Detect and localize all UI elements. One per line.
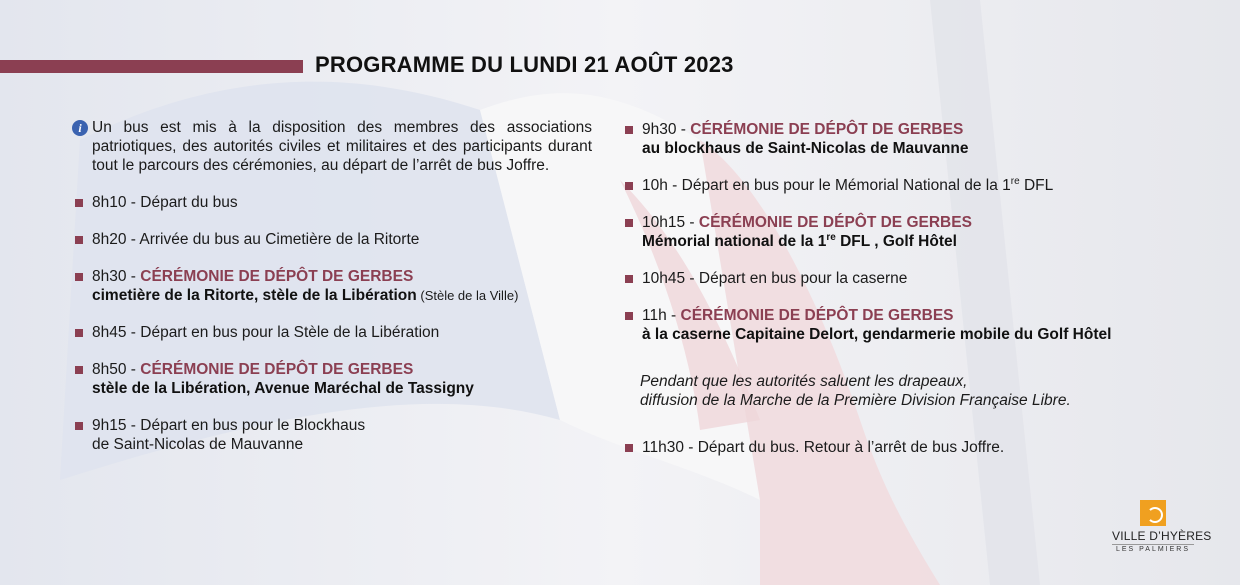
schedule-item [72, 193, 592, 212]
bullet-icon [75, 273, 83, 281]
schedule-text: 10h - Départ en bus pour le Mémorial National de la 1 [642, 177, 1011, 194]
ceremony-item [72, 267, 592, 305]
schedule-text: 10h45 - Départ en bus pour la caserne [642, 270, 908, 287]
bullet-icon [75, 199, 83, 207]
anthem-note [622, 372, 1182, 410]
schedule-item [622, 438, 1182, 457]
bullet-icon [625, 219, 633, 227]
schedule-text: 8h20 - Arrivée du bus au Cimetière de la Ritorte [92, 231, 420, 248]
schedule-text-end: DFL [1019, 177, 1054, 194]
schedule-item [72, 230, 592, 249]
ceremony-label: CÉRÉMONIE DE DÉPÔT DE GERBES [690, 121, 964, 138]
schedule-item [622, 269, 1182, 288]
schedule-time: 9h30 - [642, 121, 691, 138]
schedule-item [622, 176, 1182, 195]
info-icon: i [72, 120, 88, 136]
bullet-icon [625, 312, 633, 320]
bullet-icon [625, 182, 633, 190]
schedule-item [72, 416, 592, 454]
ceremony-label: CÉRÉMONIE DE DÉPÔT DE GERBES [698, 214, 972, 231]
ordinal-suffix: re [1010, 176, 1020, 187]
schedule-text: 8h45 - Départ en bus pour la Stèle de la Libération [92, 324, 440, 341]
ceremony-location: cimetière de la Ritorte, stèle de la Libération [92, 287, 417, 304]
ceremony-item [622, 213, 1182, 251]
ceremony-location: au blockhaus de Saint-Nicolas de Mauvanne [642, 140, 969, 157]
schedule-text: 8h10 - Départ du bus [92, 194, 238, 211]
bullet-icon [75, 329, 83, 337]
logo-subtitle: LES PALMIERS [1112, 544, 1194, 553]
left-column [72, 118, 592, 454]
bullet-icon [75, 366, 83, 374]
schedule-item [72, 323, 592, 342]
schedule-time: 11h - [642, 307, 681, 324]
schedule-text-continued: de Saint-Nicolas de Mauvanne [92, 436, 304, 453]
logo-mark-icon [1140, 500, 1166, 526]
location-note: (Stèle de la Ville) [416, 288, 519, 303]
bullet-icon [625, 126, 633, 134]
ceremony-item [622, 306, 1182, 344]
bullet-icon [75, 422, 83, 430]
note-line: Pendant que les autorités saluent les drapeaux, [640, 373, 968, 390]
location-text-end: DFL , Golf Hôtel [835, 233, 957, 250]
bullet-icon [625, 275, 633, 283]
right-column [622, 120, 1182, 457]
ceremony-item [72, 360, 592, 398]
schedule-text: 11h30 - Départ du bus. Retour à l’arrêt de bus Joffre. [642, 439, 1005, 456]
bullet-icon [625, 444, 633, 452]
ceremony-label: CÉRÉMONIE DE DÉPÔT DE GERBES [140, 268, 414, 285]
schedule-time: 8h30 - [92, 268, 141, 285]
ceremony-location [642, 232, 1182, 251]
ordinal-suffix: re [826, 232, 836, 243]
ceremony-label: CÉRÉMONIE DE DÉPÔT DE GERBES [140, 361, 414, 378]
bullet-icon [75, 236, 83, 244]
page-title: PROGRAMME DU LUNDI 21 AOÛT 2023 [315, 52, 734, 77]
ceremony-item [622, 120, 1182, 158]
logo-name: VILLE D’HYÈRES [1112, 529, 1212, 543]
schedule-text: 9h15 - Départ en bus pour le Blockhaus [92, 417, 366, 434]
info-note [72, 118, 592, 175]
note-line: diffusion de la Marche de la Première Division Française Libre. [640, 392, 1071, 409]
ceremony-location: à la caserne Capitaine Delort, gendarmerie mobile du Golf Hôtel [642, 326, 1112, 343]
location-text: Mémorial national de la 1 [642, 233, 827, 250]
schedule-time: 8h50 - [92, 361, 141, 378]
city-logo [1112, 500, 1212, 553]
title-accent-bar [0, 60, 303, 73]
info-text: Un bus est mis à la disposition des membres des associations patriotiques, des autorités civiles et militaires et des participants durant tout le parcours des cérémonies, au départ de l’arrêt de bus Joffre. [92, 119, 592, 174]
ceremony-label: CÉRÉMONIE DE DÉPÔT DE GERBES [680, 307, 954, 324]
ceremony-location: stèle de la Libération, Avenue Maréchal de Tassigny [92, 380, 474, 397]
schedule-time: 10h15 - [642, 214, 699, 231]
